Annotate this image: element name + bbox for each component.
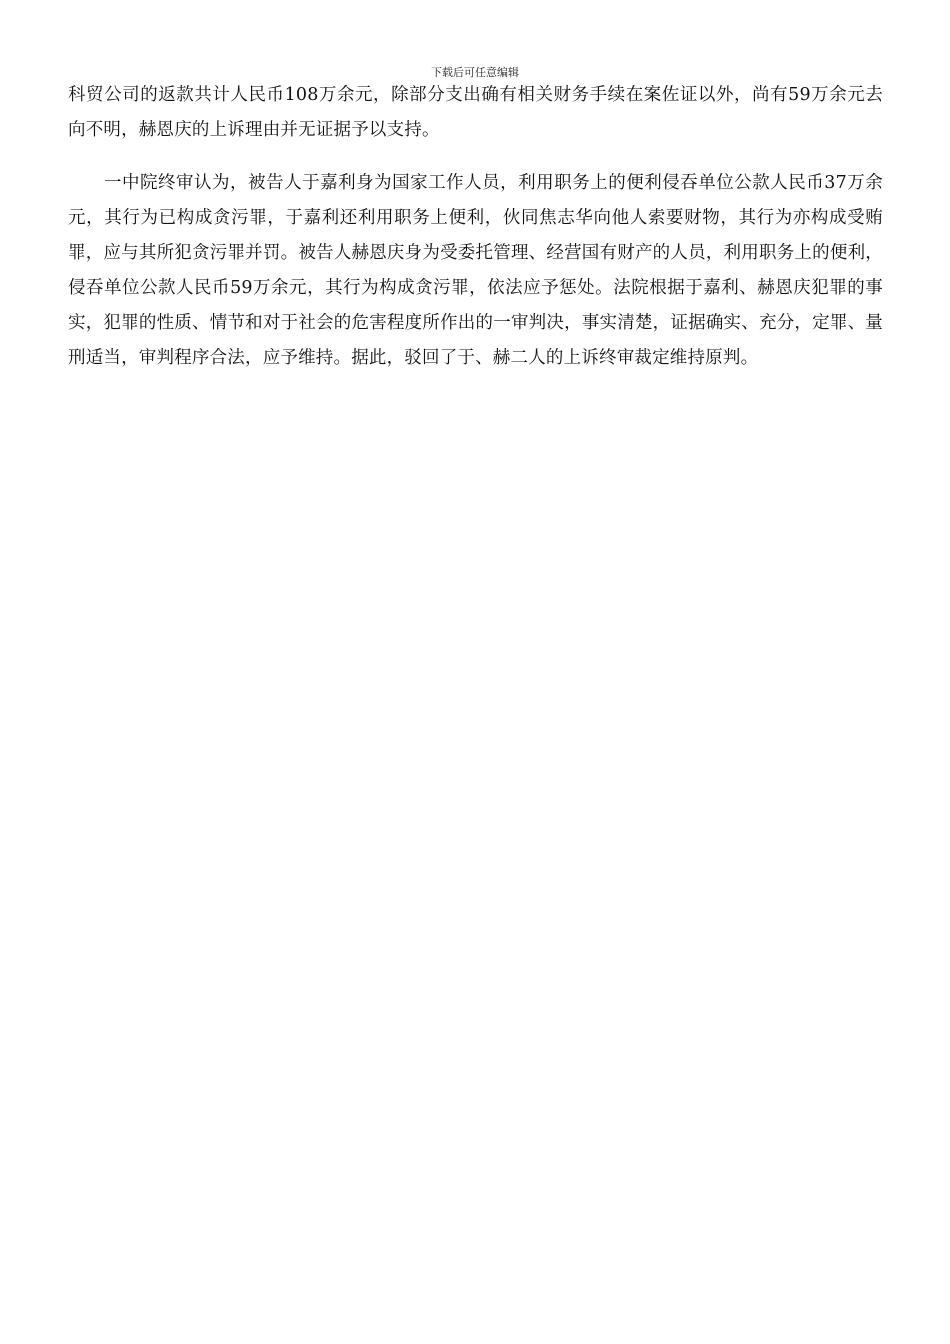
paragraph-continuation: 科贸公司的返款共计人民币108万余元，除部分支出确有相关财务手续在案佐证以外，尚有59万余元去向不明，赫恩庆的上诉理由并无证据予以支持。 <box>68 85 883 140</box>
page-header: 下载后可任意编辑 <box>431 66 519 79</box>
document-body <box>68 78 883 376</box>
paragraph-final-judgment: 一中院终审认为，被告人于嘉利身为国家工作人员，利用职务上的便利侵吞单位公款人民币37万余元，其行为已构成贪污罪，于嘉利还利用职务上便利，伙同焦志华向他人索要财物，其行为亦构成受贿罪，应与其所犯贪污罪并罚。被告人赫恩庆身为受委托管理、经营国有财产的人员，利用职务上的便利，侵吞单位公款人民币59万余元，其行为构成贪污罪，依法应予惩处。法院根据于嘉利、赫恩庆犯罪的事实，犯罪的性质、情节和对于社会的危害程度所作出的一审判决，事实清楚，证据确实、充分，定罪、量刑适当，审判程序合法，应予维持。据此，驳回了于、赫二人的上诉终审裁定维持原判。 <box>68 173 883 368</box>
